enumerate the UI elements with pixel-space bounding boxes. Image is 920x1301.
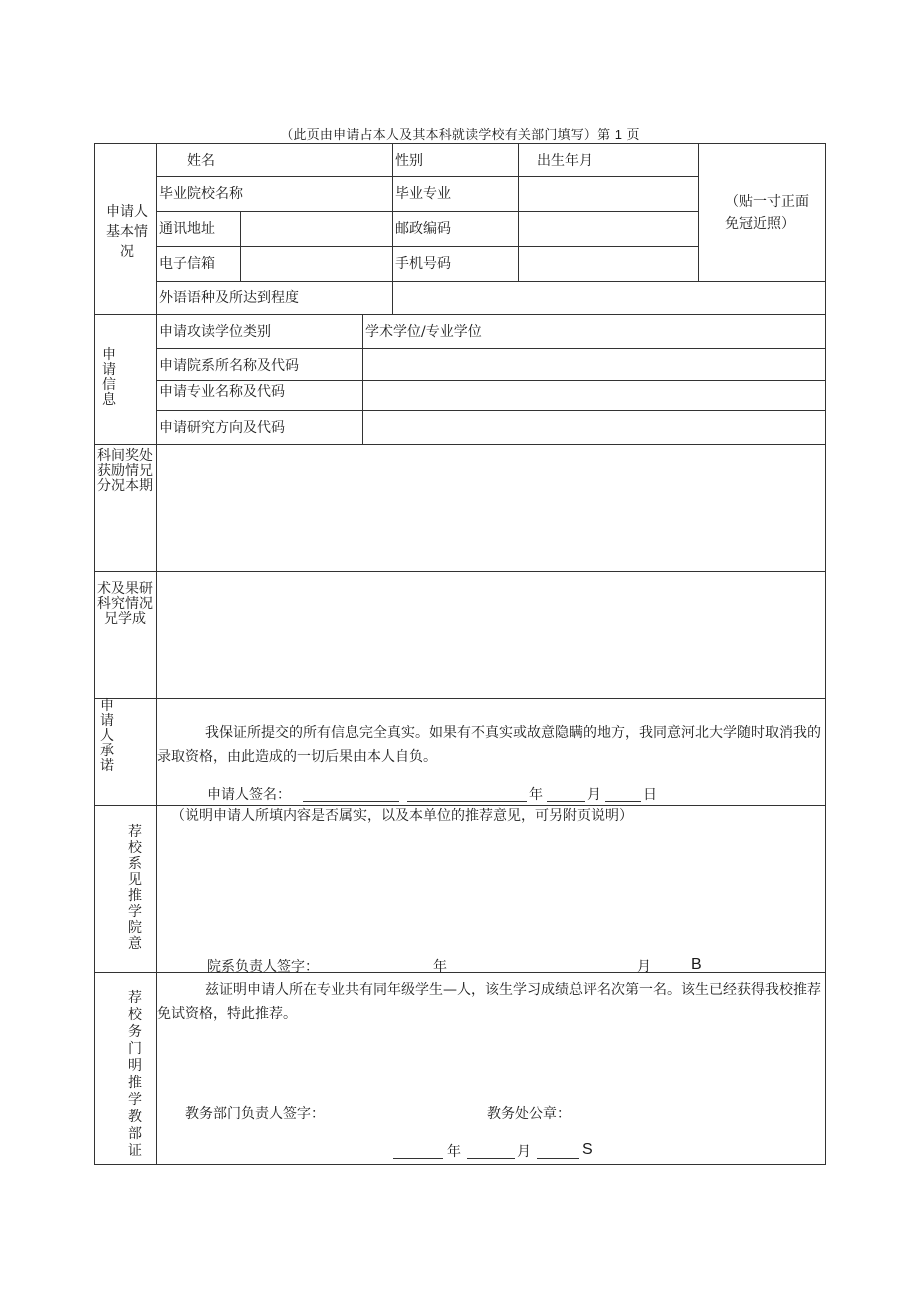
major-field[interactable] [519,177,697,210]
pledge-sign-label: 申请人签名： [207,787,291,803]
research-field[interactable] [157,572,823,697]
language-field[interactable] [393,282,823,313]
basic-section-label: 申请人基本情况 [106,204,148,260]
apply-major-label: 申请专业名称及代码 [159,384,285,400]
affairs-month-label: 月 [517,1144,531,1160]
gender-label: 性别 [395,153,423,169]
dept-year-label: 年 [433,959,447,975]
pledge-section-label: 申请人承诺 [100,698,114,774]
affairs-year-field[interactable] [393,1144,443,1159]
dept-sign-label: 院系负责人签字： [207,959,319,975]
divider [95,972,825,973]
page-number: 1 [614,127,623,142]
language-label: 外语语种及所达到程度 [159,290,299,306]
postcode-field[interactable] [519,212,697,245]
divider [95,698,825,699]
dept-day-label: B [691,956,702,973]
header-page-suffix: 页 [626,128,640,143]
affairs-text: 兹证明申请人所在专业共有同年级学生—人，该生学习成绩总评名次第一名。该生已经获得我校推荐免试资格，特此推荐。 [157,982,821,1022]
name-field[interactable] [225,145,391,175]
address-field[interactable] [241,212,391,245]
phone-field[interactable] [519,247,697,280]
apply-major-field[interactable] [363,381,823,409]
pledge-year-field[interactable] [407,787,527,802]
page-header [0,124,920,143]
divider [95,314,825,315]
pledge-sign-field[interactable] [303,787,399,802]
school-label: 毕业院校名称 [159,186,243,202]
divider [95,805,825,806]
affairs-month-field[interactable] [467,1144,515,1159]
affairs-day-label: S [582,1141,593,1158]
pledge-month-label: 月 [587,787,601,803]
apply-section-label: 申请信息 [102,347,116,408]
major-label: 毕业专业 [395,186,451,202]
affairs-day-field[interactable] [537,1144,579,1159]
email-field[interactable] [241,247,391,280]
pledge-month-field[interactable] [547,787,585,802]
application-form [94,143,826,1165]
photo-note: （贴一寸正面 [725,194,809,210]
photo-box[interactable] [699,145,824,280]
degree-type-label: 申请攻读学位类别 [159,324,271,340]
photo-note: 免冠近照） [725,216,795,232]
dept-month-label: 月 [637,959,651,975]
pledge-year-label: 年 [529,787,543,803]
phone-label: 手机号码 [395,256,451,272]
dept-opinion-field[interactable] [157,829,823,949]
dept-opinion-section-label: 荐校系见推学院意 [128,824,142,952]
name-label: 姓名 [187,153,215,169]
dept-opinion-instruction: （说明申请人所填内容是否属实，以及本单位的推荐意见，可另附页说明） [171,808,633,824]
pledge-day-field[interactable] [605,787,641,802]
pledge-day-label: 日 [643,787,657,803]
postcode-label: 邮政编码 [395,221,451,237]
email-label: 电子信箱 [159,256,215,272]
address-label: 通讯地址 [159,221,215,237]
apply-dept-label: 申请院系所名称及代码 [159,358,299,374]
pledge-text: 我保证所提交的所有信息完全真实。如果有不真实或故意隐瞒的地方，我同意河北大学随时取消我的录取资格，由此造成的一切后果由本人自负。 [157,725,821,765]
awards-section-label: 科间奖处获励情兄分况本期 [97,448,153,494]
affairs-year-label: 年 [447,1144,461,1160]
research-section-label: 术及果研科究情况兄学成 [97,581,153,627]
affairs-sign-label: 教务部门负责人签字： [185,1106,325,1122]
header-note: （此页由申请占本人及其本科就读学校有关部门填写）第 [280,128,611,143]
birth-date-label: 出生年月 [537,153,593,169]
apply-dept-field[interactable] [363,349,823,379]
affairs-section-label: 荐校务门明推学教部证 [128,990,142,1159]
affairs-seal-label: 教务处公章： [487,1106,571,1122]
apply-direction-label: 申请研究方向及代码 [159,420,285,436]
awards-field[interactable] [157,445,823,570]
degree-type-value: 学术学位/专业学位 [365,324,482,340]
apply-direction-field[interactable] [363,411,823,443]
